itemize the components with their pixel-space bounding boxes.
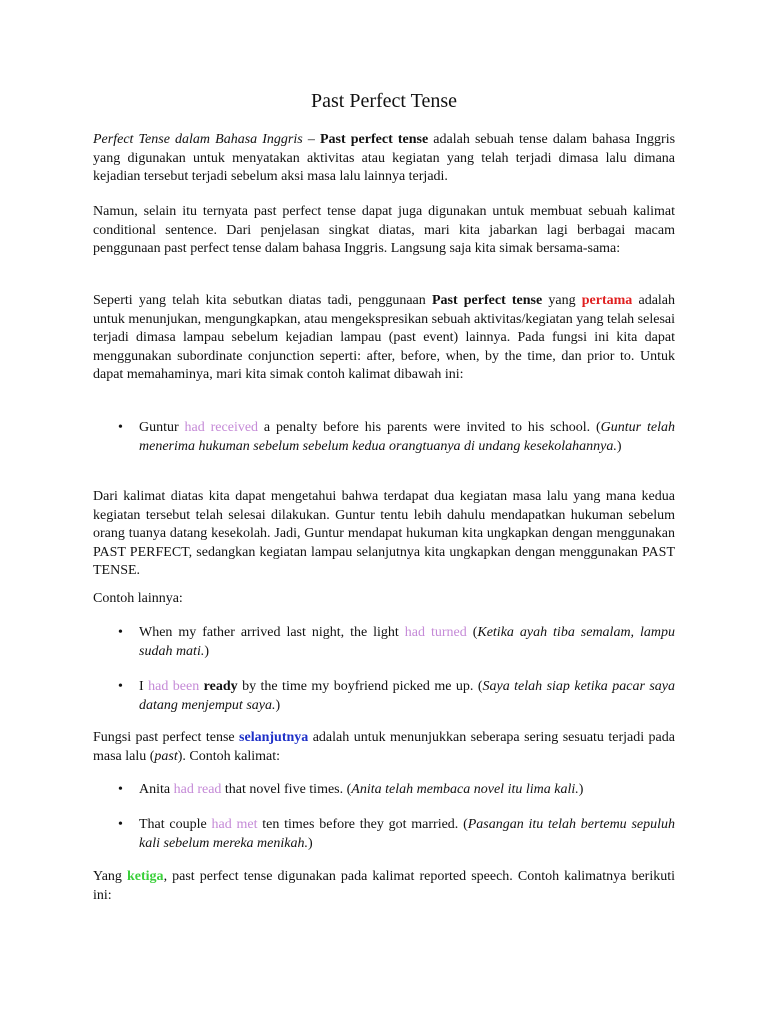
p3-highlight-pertama: pertama (581, 293, 633, 308)
intro-bold-term: Past perfect tense (319, 132, 429, 147)
p6-highlight-selanjutnya: selanjutnya (239, 730, 309, 745)
bullet-dot: • (118, 782, 123, 797)
b1-verb: had received (184, 420, 259, 435)
b4-translation: Anita telah membaca novel itu lima kali. (351, 782, 579, 797)
intro-dash: – (302, 132, 320, 147)
b1-a: Guntur (139, 420, 185, 435)
bullet-dot: • (118, 625, 123, 640)
list-item-text (139, 624, 675, 661)
p3-text-a: Seperti yang telah kita sebutkan diatas tadi, penggunaan (93, 293, 432, 308)
paragraph-namun: Namun, selain itu ternyata past perfect tense dapat juga digunakan untuk membuat sebuah kalimat conditional sentence. Dari penjelasan singkat diatas, mari kita jabarkan lagi berbagai macam penggunaan past perfect tense dalam bahasa Inggris. Langsung saja kita simak bersama-sama: (93, 204, 675, 257)
list-item-text (139, 781, 675, 800)
p6-a: Fungsi past perfect tense (93, 730, 240, 745)
b1-c: ) (616, 438, 622, 454)
b3-bold-word: ready (203, 679, 238, 694)
b4-b: that novel five times. ( (221, 782, 352, 797)
bullet-dot: • (118, 817, 123, 832)
list-item-text (139, 419, 675, 456)
b2-b: ( (466, 625, 478, 640)
b5-a: That couple (139, 817, 212, 832)
p7-b: , past perfect tense digunakan pada kalimat reported speech. Contoh kalimatnya berikuti ini: (93, 869, 675, 903)
list-item-text (139, 816, 675, 853)
b5-c: ) (307, 835, 313, 851)
intro-rest: adalah sebuah tense dalam bahasa Inggris yang digunakan untuk menyatakan aktivitas atau kegiatan yang telah terjadi dimasa lalu dimana kejadian tersebut terjadi sebelum aksi masa lalu lainnya terjadi. (93, 132, 676, 185)
p6-italic-past: past (154, 748, 178, 764)
p6-c: ). Contoh kalimat: (177, 748, 281, 764)
b2-c: ) (204, 643, 210, 659)
b4-verb: had read (173, 782, 222, 797)
b3-b: by the time my boyfriend picked me up. ( (237, 679, 483, 694)
p3-text-c: adalah untuk menunjukan, mengungkapkan, atau mengekspresikan sebuah aktivitas/kegiatan yang telah selesai terjadi dimasa lampau sebelum kejadian lampau (past event) lainnya. Pada fungsi ini kita dapat menggunakan subordinate conjunction seperti: after, before, when, by the time, dan prior to. Untuk dapat memahaminya, mari kita simak contoh kalimat dibawah ini: (93, 293, 676, 383)
b1-translation: Guntur telah menerima hukuman sebelum sebelum kedua orangtuanya di undang kesekolahannya. (139, 420, 675, 454)
p7-highlight-ketiga: ketiga (127, 869, 164, 884)
intro-lead: Perfect Tense dalam Bahasa Inggris (93, 132, 303, 147)
b3-translation: Saya telah siap ketika pacar saya datang menjemput saya. (139, 679, 676, 713)
bullet-dot: • (118, 420, 123, 435)
b2-verb: had turned (404, 625, 467, 640)
b5-translation: Pasangan itu telah bertemu sepuluh kali sebelum mereka menikah. (139, 817, 675, 851)
b5-b: ten times before they got married. ( (257, 817, 468, 832)
p3-bold-term: Past perfect tense (431, 293, 543, 308)
paragraph-second-usage (93, 729, 675, 766)
page-title: Past Perfect Tense (311, 90, 457, 112)
b3-verb: had been (148, 679, 200, 694)
b5-verb: had met (211, 817, 258, 832)
paragraph-first-usage (93, 292, 675, 385)
p6-b: adalah untuk menunjukkan seberapa sering sesuatu terjadi pada masa lalu ( (93, 730, 675, 764)
bullet-dot: • (118, 679, 123, 694)
b3-c: ) (275, 697, 281, 713)
b3-a: I (139, 679, 149, 694)
b1-b: a penalty before his parents were invited to his school. ( (258, 420, 601, 435)
intro-paragraph (93, 131, 675, 187)
b2-a: When my father arrived last night, the light (139, 625, 405, 640)
b4-c: ) (578, 782, 584, 797)
b4-a: Anita (139, 782, 174, 797)
p7-a: Yang (93, 869, 127, 884)
paragraph-third-usage (93, 868, 675, 905)
p3-text-b: yang (542, 293, 582, 308)
b2-translation: Ketika ayah tiba semalam, lampu sudah mati. (139, 625, 676, 659)
paragraph-contoh-lainnya: Contoh lainnya: (93, 591, 183, 606)
list-item-text (139, 678, 675, 715)
paragraph-explanation: Dari kalimat diatas kita dapat mengetahui bahwa terdapat dua kegiatan masa lalu yang mana kedua kegiatan tersebut telah selesai dilakukan. Guntur tentu lebih dahulu mendapatkan hukuman sebelum orang tuanya datang kesekolah. Jadi, Guntur mendapat hukuman kita ungkapkan dengan menggunakan PAST PERFECT, sedangkan kegiatan lampau selanjutnya kita ungkapkan dengan menggunakan PAST TENSE. (93, 489, 675, 579)
